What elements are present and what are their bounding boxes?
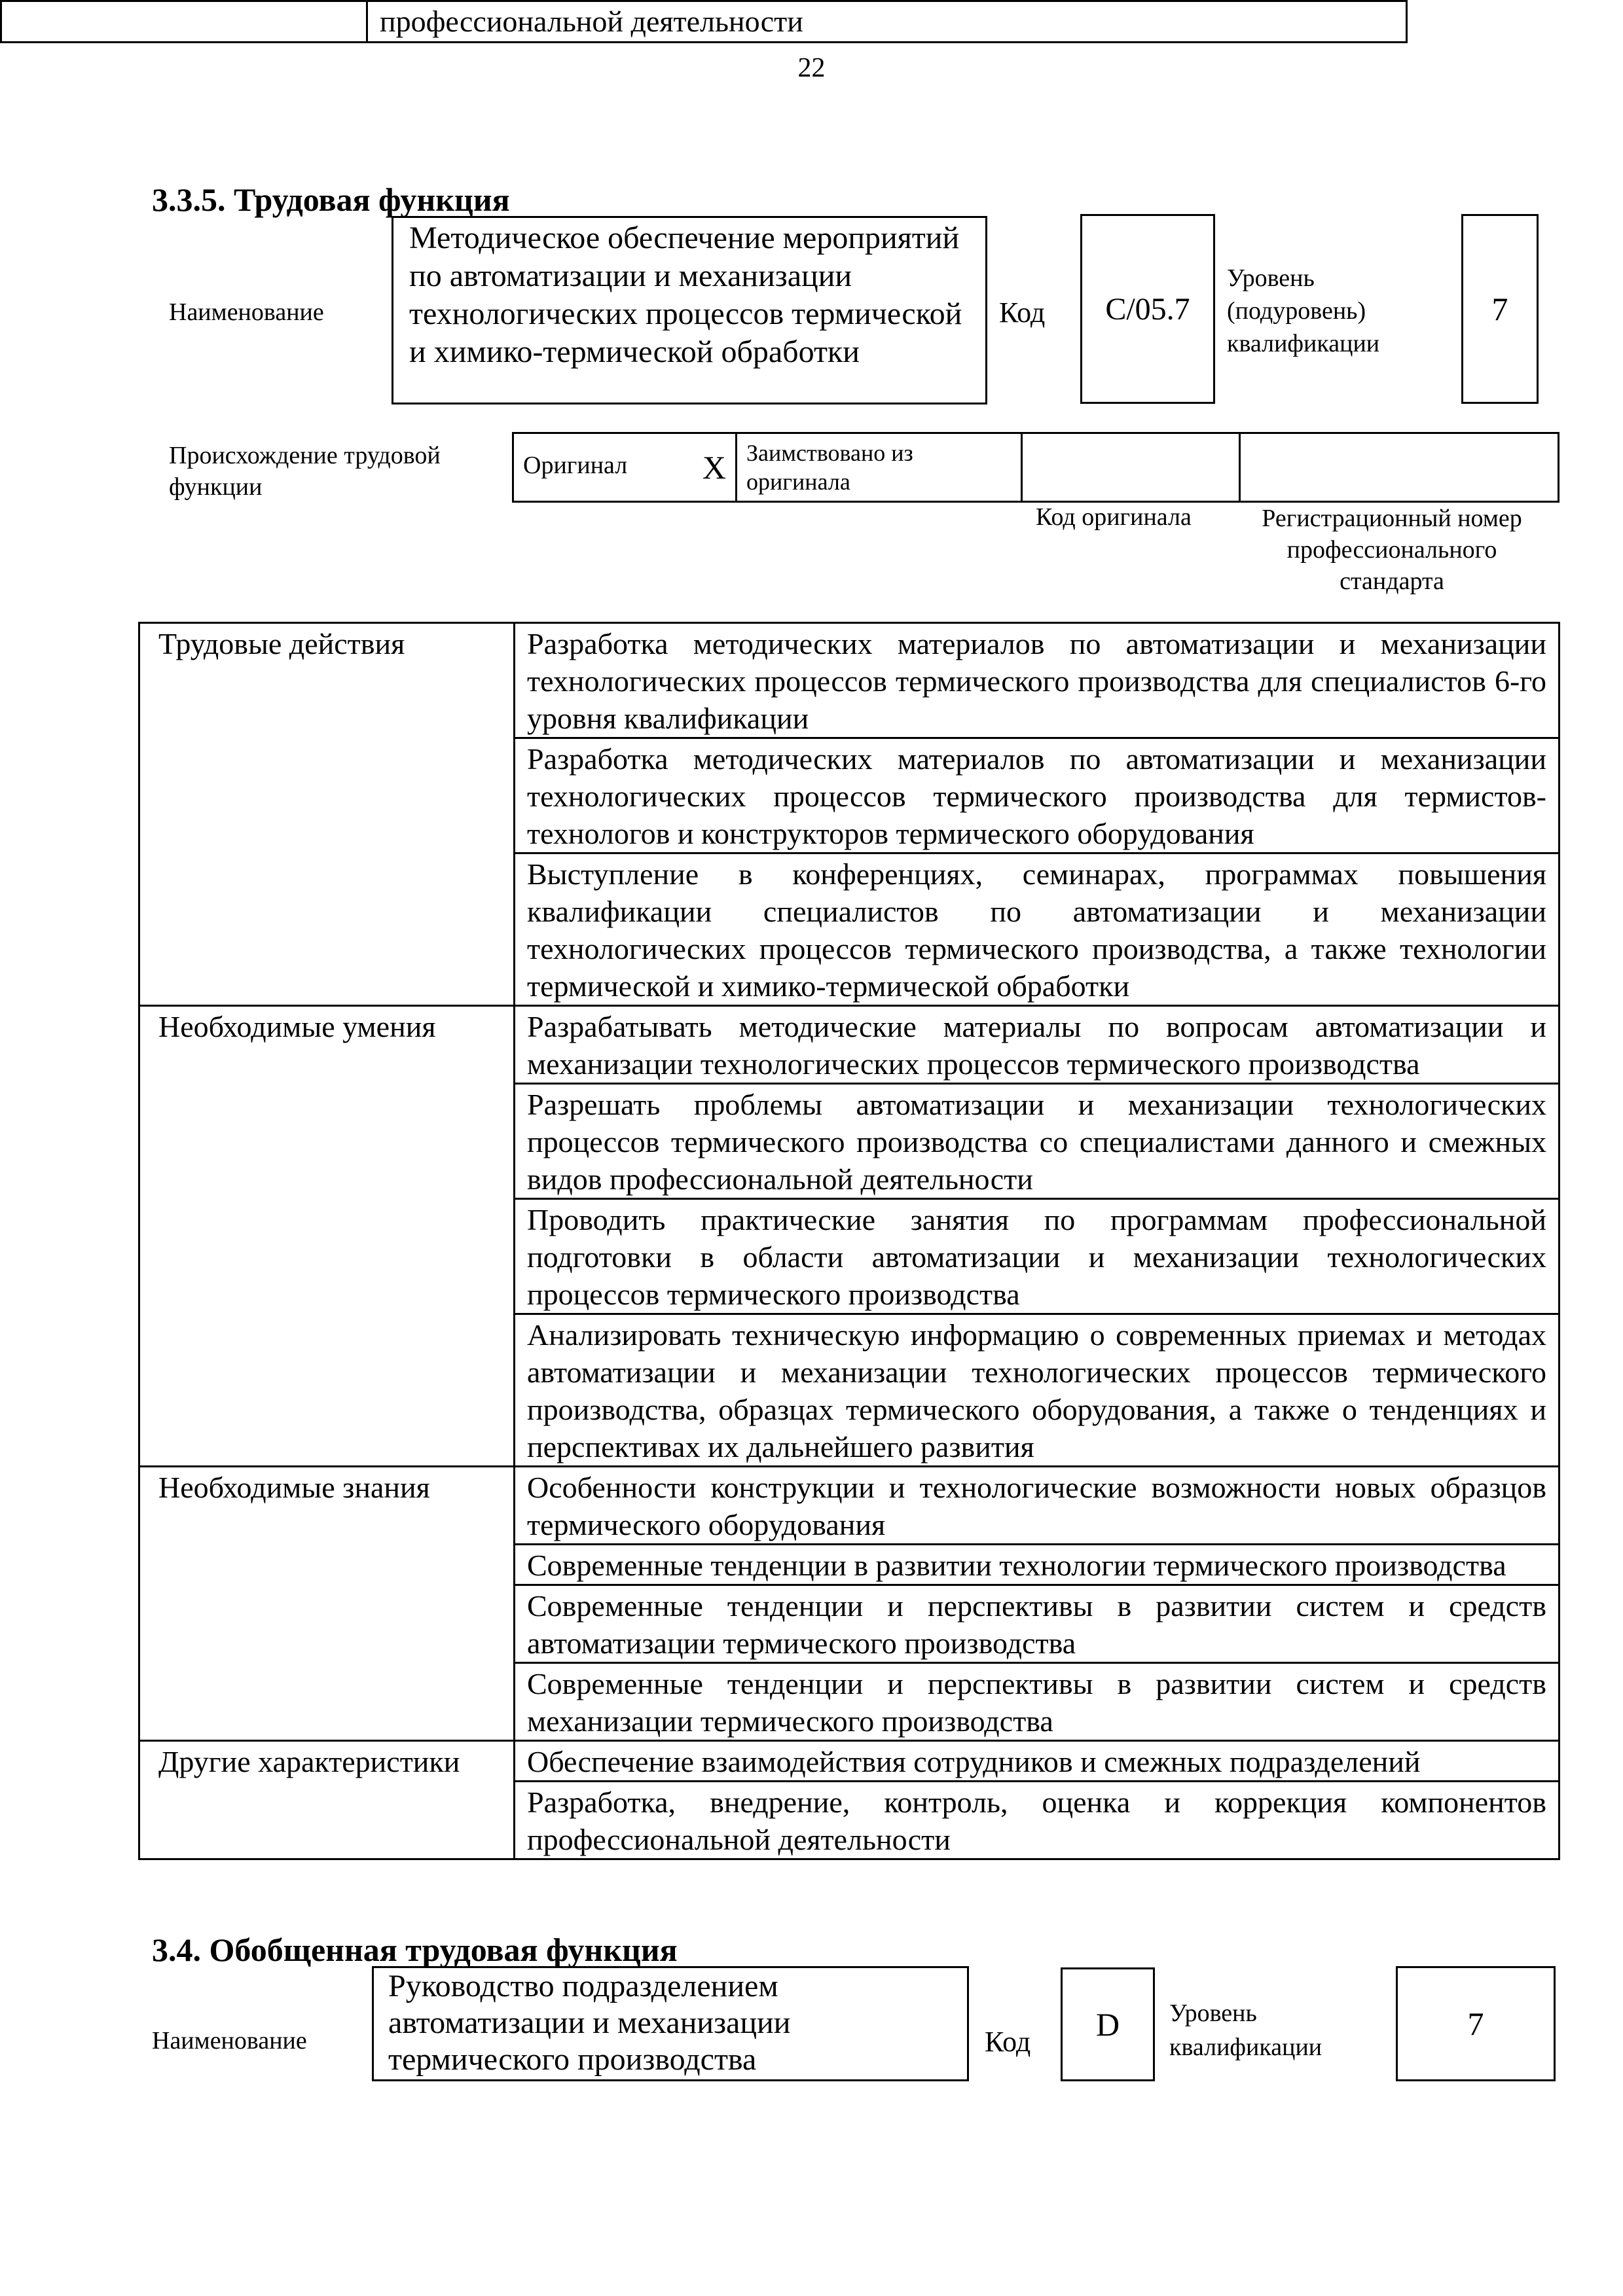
function-name-box: [392, 216, 987, 404]
table-cell: Разработка, внедрение, контроль, оценка и коррекция компонентов профессиональной деятельности: [515, 1782, 1559, 1859]
generalized-name-label: Наименование: [152, 2027, 307, 2054]
function-code-value: C/05.7: [1105, 291, 1190, 327]
generalized-heading: 3.4. Обобщенная трудовая функция: [152, 1931, 678, 1968]
labor-function-table: [138, 622, 1560, 1860]
function-level-box: [1461, 214, 1539, 404]
top-fragment-empty-cell: [1, 1, 367, 43]
table-cell: Разрабатывать методические материалы по вопросам автоматизации и механизации технологических процессов термического производства: [515, 1006, 1559, 1084]
generalized-name-text: Руководство подразделением автоматизации и механизации термического производства: [388, 1969, 791, 2077]
origin-reg-caption: Регистрационный номер профессионального стандарта: [1262, 505, 1522, 595]
origin-original-label: Оригинал: [523, 452, 628, 479]
group-label: Другие характеристики: [139, 1741, 515, 1859]
table-cell: Обеспечение взаимодействия сотрудников и смежных подразделений: [515, 1741, 1559, 1782]
table-cell: Современные тенденции и перспективы в развитии систем и средств механизации термического производства: [515, 1663, 1559, 1741]
function-level-label: Уровень (подуровень) квалификации: [1227, 264, 1380, 357]
function-code-label: Код: [999, 296, 1046, 329]
table-cell: Проводить практические занятия по программам профессиональной подготовки в области автоматизации и механизации технологических процессов термического производства: [515, 1199, 1559, 1314]
function-heading: 3.3.5. Трудовая функция: [152, 181, 510, 218]
generalized-code-label: Код: [985, 2026, 1031, 2058]
generalized-level-box: [1396, 1966, 1556, 2081]
function-code-box: [1080, 214, 1215, 404]
top-fragment-table: [0, 0, 1408, 43]
function-name-text: Методическое обеспечение мероприятий по автоматизации и механизации технологических процессов термической и химико-термической обработки: [409, 221, 962, 369]
origin-reg-cell: [1240, 433, 1559, 502]
function-level-value: 7: [1491, 291, 1508, 327]
table-cell: Анализировать техническую информацию о современных приемах и методах автоматизации и механизации технологических процессов термического производства, образцах термического оборудования, а также о тенденциях и перспективах их дальнейшего развития: [515, 1314, 1559, 1467]
table-cell: Разработка методических материалов по автоматизации и механизации технологических процессов термического производства для специалистов 6-го уровня квалификации: [515, 623, 1559, 738]
table-cell: Выступление в конференциях, семинарах, программах повышения квалификации специалистов по автоматизации и механизации технологических процессов термического производства, а также технологии термической и химико-термической обработки: [515, 853, 1559, 1006]
generalized-code-box: [1061, 1967, 1155, 2081]
table-row: [139, 1467, 1559, 1545]
group-label: Необходимые знания: [139, 1467, 515, 1741]
table-row: [139, 1741, 1559, 1782]
origin-borrowed-label: Заимствовано из оригинала: [737, 433, 1022, 502]
origin-table: [512, 432, 1559, 503]
group-label: Необходимые умения: [139, 1006, 515, 1467]
generalized-code-value: D: [1095, 2006, 1120, 2043]
table-row: [139, 623, 1559, 738]
group-label: Трудовые действия: [139, 623, 515, 1006]
table-cell: Современные тенденции в развитии технологии термического производства: [515, 1545, 1559, 1585]
table-row: [139, 1006, 1559, 1084]
page-number: 22: [797, 53, 826, 83]
generalized-level-label: Уровень квалификации: [1169, 2000, 1322, 2061]
function-name-label: Наименование: [169, 298, 324, 326]
table-cell: Особенности конструкции и технологические возможности новых образцов термического оборудования: [515, 1467, 1559, 1545]
origin-label: Происхождение трудовой функции: [169, 442, 441, 501]
origin-code-caption: Код оригинала: [1036, 503, 1192, 531]
top-fragment-text: профессиональной деятельности: [367, 1, 1407, 43]
origin-original-mark: X: [702, 449, 726, 486]
table-cell: Разработка методических материалов по автоматизации и механизации технологических процессов термического производства для термистов-технологов и конструкторов термического оборудования: [515, 738, 1559, 853]
generalized-name-box: [372, 1966, 969, 2081]
generalized-level-value: 7: [1467, 2005, 1484, 2042]
origin-code-cell: [1022, 433, 1240, 502]
table-cell: Современные тенденции и перспективы в развитии систем и средств автоматизации термического производства: [515, 1585, 1559, 1663]
table-cell: Разрешать проблемы автоматизации и механизации технологических процессов термического производства со специалистами данного и смежных видов профессиональной деятельности: [515, 1084, 1559, 1199]
origin-original-cell: [513, 433, 737, 502]
